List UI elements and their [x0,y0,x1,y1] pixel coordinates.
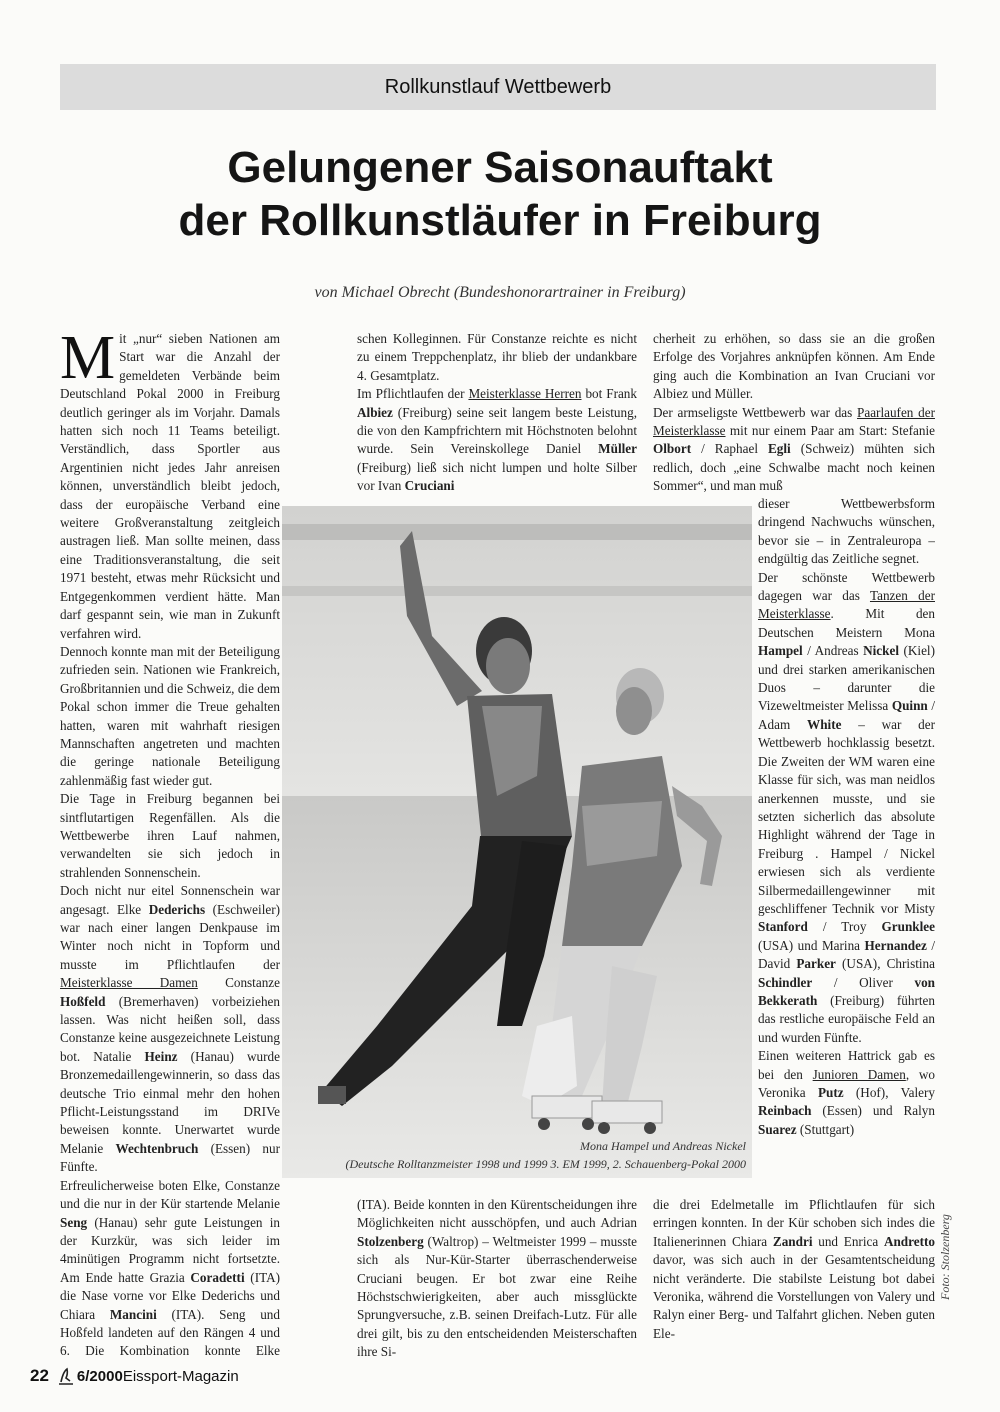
column-3-mid-text: dieser Wettbewerbsform dringend Nachwuchs wünschen, bevor sie – in Zentraleuropa – endgültig das Zeitliche segnet. Der schönste Wettbewerb dagegen war das Tanzen der Meisterklasse. Mit den Deutschen Meistern Mona Hampel / Andreas Nickel (Kiel) und drei starken amerikanischen Duos – darunter die Vizeweltmeister Melissa Quinn / Adam White – war der Wettbewerb hochklassig besetzt. Die Zweiten der WM waren eine Klasse für sich, was man neidlos anerkennen musste, und sie setzten sicherlich das absolute Highlight während der Tage in Freiburg . Hampel / Nickel erwiesen sich als verdiente Silbermedaillengewinner mit geschliffener Technik vor Misty Stanford / Troy Grunklee (USA) und Marina Hernandez / David Parker (USA), Christina Schindler / Oliver von Bekkerath (Freiburg) führten das restliche europäische Feld an und wurden Fünfte. Einen weiteren Hattrick gab es bei den Junioren Damen, wo Veronika Putz (Hof), Valery Reinbach (Essen) und Ralyn Suarez (Stuttgart) [758,496,935,1137]
column-2-top-text: schen Kolleginnen. Für Constanze reichte es nicht zu einem Treppchenplatz, ihr blieb der undankbare 4. Gesamtplatz. Im Pflichtlaufen der Meisterklasse Herren bot Frank Albiez (Freiburg) seine seit langem beste Leistung, die von den Kampfrichtern mit Höchstnoten belohnt wurde. Sein Vereinskollege Daniel Müller (Freiburg) ließ sich nicht lumpen und holte Silber vor Ivan Cruciani [357,331,637,494]
section-header [60,64,936,110]
skater-logo-icon [55,1366,77,1386]
page-number: 22 [30,1366,49,1385]
column-2-bottom-text: (ITA). Beide konnten in den Kürentscheidungen ihre Möglichkeiten nicht ausschöpfen, und auch Adrian Stolzenberg (Waltrop) – Weltmeister 1999 – musste sich als Nur-Kür-Starter überraschenderweise Cruciani beugen. Er bot zwar eine Reihe Höchstschwierigkeiten, aber auch missglückte Sprungversuche, z.B. seinen Dreifach-Lutz. Für alle drei gilt, bis zu den entscheidenden Meisterschaften ihre Si- [357,1197,637,1360]
section-title: Rollkunstlauf Wettbewerb [384,75,612,98]
article-column-3-top [653,330,935,498]
article-column-3-bottom [653,1196,935,1366]
article-column-1 [60,330,280,1360]
magazine-name: Eissport-Magazin [122,1367,239,1385]
column-1-text: it „nur“ sieben Nationen am Start war die Anzahl der gemeldeten Verbände beim Deutschland Pokal 2000 in Freiburg deutlich geringer als im Vorjahr. Damals hatten sich noch 11 Teams beteiligt. Verständlich, dass Sportler aus Argentinien nicht jedes Jahr anreisen können, unverständlich bleibt jedoch, dass der europäische Verband eine weitere Großveranstaltung zeitgleich austragen ließ. Man sollte meinen, dass eine Traditionsveranstaltung, die seit 1971 besteht, etwas mehr Rücksicht und Entgegenkommen verdient hätte. Man darf gespannt sein, wie man in Zukunft verfahren wird. Dennoch konnte man mit der Beteiligung zufrieden sein. Nationen wie Frankreich, Großbritannien und die Schweiz, die dem Pokal schon immer die Treue gehalten hatten, waren mit wahrhaft riesigen Mannschaften angetreten und machten die geringe nationale Beteiligung zahlenmäßig fast wieder gut. Die Tage in Freiburg begannen bei sintflutartigen Regenfällen. Als die Wettbewerbe ihren Lauf nahmen, verwandelten sie sich jedoch in strahlenden Sonnenschein. Doch nicht nur eitel Sonnenschein war angesagt. Elke Dederichs (Eschweiler) war nach einer langen Denkpause im Winter noch nicht in Topform und musste im Pflichtlaufen der Meisterklasse Damen Constanze Hoßfeld (Bremerhaven) vorbeiziehen lassen. Was nicht heißen soll, dass Constanze keine ausgezeichnete Leistung bot. Natalie Heinz (Hanau) wurde Bronzemedaillengewinnerin, so dass das deutsche Trio einmal mehr den hohen Pflicht-Leistungsstand im DRIVe beweisen konnte. Unerwartet wurde Melanie Wechtenbruch (Essen) nur Fünfte. Erfreulicherweise boten Elke, Constanze und die nur in der Kür startende Melanie Seng (Hanau) sehr gute Leistungen in der Kurzkür, was sich leider im 4minütigen Programm nicht fortsetzte. Am Ende hatte Grazia Coradetti (ITA) die Nase vorne vor Elke Dederichs und Chiara Mancini (ITA). Seng und Hoßfeld landeten auf den Rängen 4 und 6. Die Kombination konnte Elke [60,331,280,1359]
page-footer [30,1366,239,1386]
article-headline [0,142,1000,248]
issue-number: 6/2000 [76,1367,123,1385]
photo-caption-line-1: Mona Hampel und Andreas Nickel [580,1139,746,1153]
column-3-bottom-text: die drei Edelmetalle im Pflichtlaufen für sich erringen konnten. In der Kür schoben sich indes die Italienerinnen Chiara Zandri und Enrica Andretto davor, was sich auch in der Gesamtentscheidung nicht veränderte. Die stabilste Leistung bot dabei Veronika, während die Vorstellungen von Valery und Ralyn einer Berg- und Talfahrt glichen. Neben guten Ele- [653,1197,935,1341]
article-column-2-bottom [357,1196,637,1366]
author-byline: von Michael Obrecht (Bundeshonorartrainer in Freiburg) [314,284,686,301]
photo-caption-line-2: (Deutsche Rolltanzmeister 1998 und 1999 3. EM 1999, 2. Schauenberg-Pokal 2000 [345,1157,746,1171]
drop-cap: M [60,330,116,392]
headline-line-1: Gelungener Saisonauftakt [227,143,773,192]
article-column-3-mid [758,495,935,1195]
photo-credit: Foto: Stolzenberg [938,1214,952,1300]
photo-illustration [282,506,752,1178]
dance-pair-photo [282,506,752,1178]
column-3-top-text: cherheit zu erhöhen, so dass sie an die großen Erfolge des Vorjahres anknüpfen können. Am Ende ging auch die Kombination an Ivan Cruciani vor Albiez und Müller. Der armseligste Wettbewerb war das Paarlaufen der Meisterklasse mit nur einem Paar am Start: Stefanie Olbort / Raphael Egli (Schweiz) mühten sich redlich, doch „eine Schwalbe macht noch keinen Sommer“, und man muß [653,331,935,494]
headline-line-2: der Rollkunstläufer in Freiburg [178,195,822,245]
article-column-2-top [357,330,637,495]
